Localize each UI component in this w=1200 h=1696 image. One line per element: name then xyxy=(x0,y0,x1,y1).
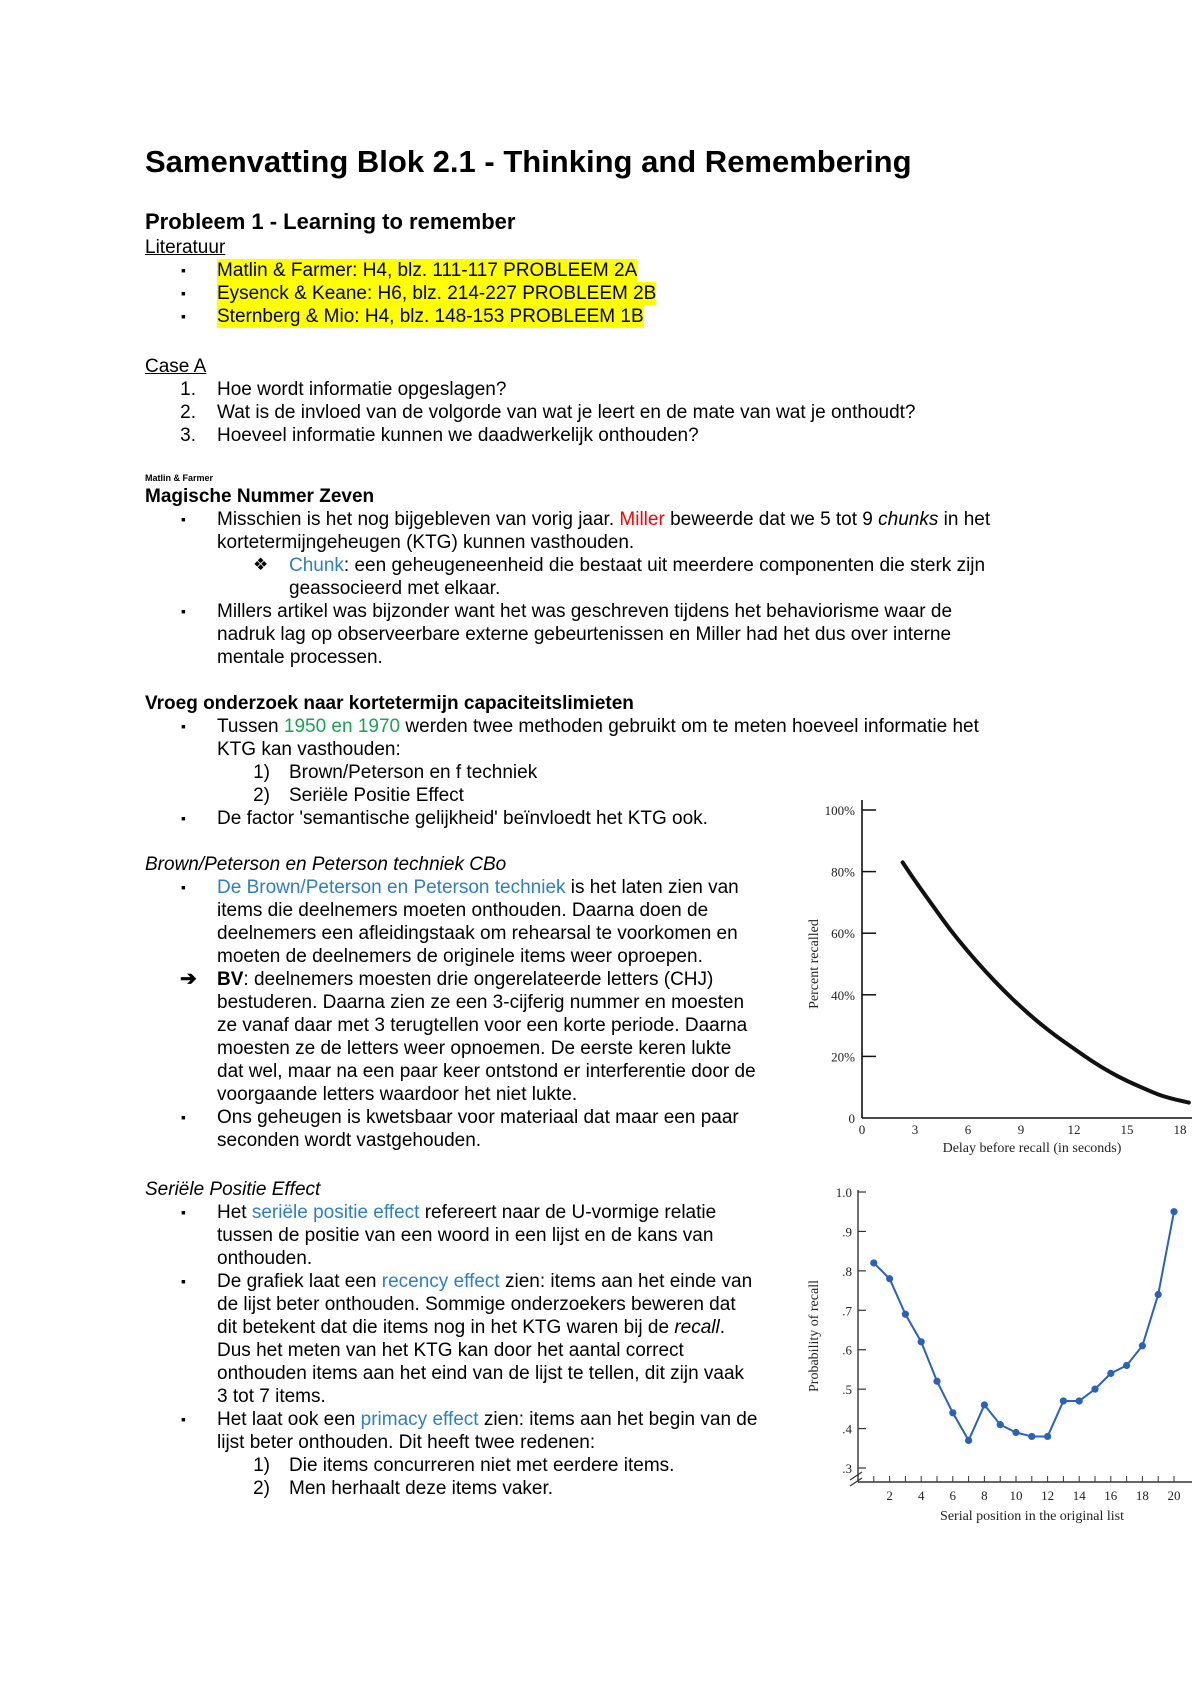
data-point xyxy=(1028,1433,1035,1440)
data-point xyxy=(933,1378,940,1385)
paragraph-line: moesten ze de letters weer opnoemen. De eerste keren lukte xyxy=(217,1038,732,1059)
data-point xyxy=(1044,1433,1051,1440)
data-point xyxy=(870,1259,877,1266)
data-point xyxy=(1107,1370,1114,1377)
paragraph-line: onthouden. xyxy=(217,1248,313,1269)
case-question: Hoeveel informatie kunnen we daadwerkelijk onthouden? xyxy=(217,425,699,446)
data-point xyxy=(1076,1397,1083,1404)
bullet-icon: ▪ xyxy=(181,308,186,324)
paragraph-line: bestuderen. Daarna zien ze een 3-cijferig nummer en moesten xyxy=(217,992,745,1013)
paragraph-line: dat wel, maar na een paar keer ontstond er interferentie door de xyxy=(217,1061,756,1082)
data-point xyxy=(965,1437,972,1444)
x-tick-label: 14 xyxy=(1072,1488,1086,1503)
paragraph-line: nadruk lag op observeerbare externe gebeurtenissen en Miller had het dus over interne xyxy=(217,624,952,645)
x-tick-label: 20 xyxy=(1167,1488,1181,1503)
diamond-bullet-icon: ❖ xyxy=(253,555,269,574)
reason-item: Die items concurreren niet met eerdere items. xyxy=(289,1455,675,1476)
bullet-icon: ▪ xyxy=(181,810,186,826)
case-label: Case A xyxy=(145,356,207,377)
reason-item: Men herhaalt deze items vaker. xyxy=(289,1478,554,1499)
section-heading: Magische Nummer Zeven xyxy=(145,486,375,507)
text-run: Tussen xyxy=(217,716,284,737)
data-point xyxy=(1170,1208,1177,1215)
highlight-term: Miller xyxy=(619,509,665,530)
text-run: refereert naar de U-vormige relatie xyxy=(419,1202,717,1223)
highlight-term: Chunk xyxy=(289,555,344,576)
x-tick-label: 6 xyxy=(964,1122,972,1137)
italic-term: chunks xyxy=(878,509,939,530)
highlight-term: primacy effect xyxy=(360,1409,479,1430)
case-question: Wat is de invloed van de volgorde van wat je leert en de mate van wat je onthoudt? xyxy=(217,402,916,423)
y-axis-label: Probability of recall xyxy=(807,1280,822,1392)
list-number: 2. xyxy=(180,402,196,423)
text-run: : deelnemers moesten drie ongerelateerde letters (CHJ) xyxy=(243,969,714,990)
y-tick-label: .4 xyxy=(842,1421,852,1437)
data-point xyxy=(1123,1362,1130,1369)
text-run: Misschien is het nog bijgebleven van vorig jaar. xyxy=(217,509,620,530)
paragraph-line xyxy=(217,1201,716,1224)
y-tick-label: .3 xyxy=(842,1461,852,1476)
text-run: dit betekent dat die items nog in het KTG waren bij de xyxy=(217,1317,675,1338)
section-heading: Vroeg onderzoek naar kortetermijn capaciteitslimieten xyxy=(145,693,634,714)
x-tick-label: 15 xyxy=(1120,1122,1134,1137)
y-tick-label: 0 xyxy=(848,1111,855,1126)
bold-term: BV xyxy=(217,969,244,990)
section-heading: Brown/Peterson en Peterson techniek CBo xyxy=(145,854,507,875)
series-line xyxy=(874,1212,1174,1441)
paragraph-line: geassocieerd met elkaar. xyxy=(289,578,501,599)
arrow-right-icon: ➔ xyxy=(180,968,197,990)
paragraph-line: Millers artikel was bijzonder want het was geschreven tijdens het behaviorisme waar de xyxy=(217,601,953,622)
x-tick-label: 12 xyxy=(1067,1122,1081,1137)
data-point xyxy=(997,1421,1004,1428)
bullet-icon: ▪ xyxy=(181,1204,186,1220)
list-number: 1. xyxy=(180,379,196,400)
paragraph-line: seconden wordt vastgehouden. xyxy=(217,1130,482,1151)
paragraph-line: Dus het meten van het KTG kan door het aantal correct xyxy=(217,1340,684,1361)
text-run: in het xyxy=(938,509,991,530)
paragraph-line: kortetermijngeheugen (KTG) kunnen vasthouden. xyxy=(217,532,635,553)
bullet-icon: ▪ xyxy=(181,718,186,734)
literature-item: Matlin & Farmer: H4, blz. 111-117 PROBLEEM 2A xyxy=(217,260,638,281)
highlight-term: De Brown/Peterson en Peterson techniek xyxy=(217,877,566,898)
y-axis-label: Percent recalled xyxy=(807,919,822,1009)
document-title: Samenvatting Blok 2.1 - Thinking and Remembering xyxy=(145,144,912,179)
y-tick-label: 60% xyxy=(831,926,855,942)
paragraph-line xyxy=(217,1270,752,1293)
y-tick-label: 1.0 xyxy=(835,1185,852,1200)
data-point xyxy=(902,1311,909,1318)
list-number: 2) xyxy=(253,785,270,806)
forgetting-curve-chart xyxy=(800,790,1195,1170)
x-tick-label: 12 xyxy=(1041,1488,1055,1503)
y-tick-label: .6 xyxy=(842,1342,852,1358)
paragraph-line xyxy=(217,715,979,738)
list-number: 1) xyxy=(253,762,270,783)
data-point xyxy=(1012,1429,1019,1436)
list-number: 3. xyxy=(180,425,196,446)
text-run: zien: items aan het einde van xyxy=(499,1271,753,1292)
source-note: Matlin & Farmer xyxy=(145,473,214,483)
paragraph-line xyxy=(217,1408,757,1431)
data-point xyxy=(918,1338,925,1345)
data-point xyxy=(886,1275,893,1282)
problem-heading: Probleem 1 - Learning to remember xyxy=(145,209,516,234)
bullet-icon: ▪ xyxy=(181,1411,186,1427)
x-tick-label: 16 xyxy=(1104,1488,1118,1503)
x-tick-label: 0 xyxy=(858,1122,866,1137)
y-tick-label: 100% xyxy=(824,803,855,818)
y-tick-label: 20% xyxy=(831,1049,855,1065)
paragraph-line xyxy=(217,876,739,899)
x-tick-label: 9 xyxy=(1017,1122,1025,1137)
paragraph-line: items die deelnemers moeten onthouden. Daarna doen de xyxy=(217,900,709,921)
y-tick-label: 80% xyxy=(831,864,855,880)
data-point xyxy=(1139,1342,1146,1349)
x-tick-label: 18 xyxy=(1173,1122,1187,1137)
list-number: 1) xyxy=(253,1455,270,1476)
paragraph-line: ze vanaf daar met 3 terugtellen voor een korte periode. Daarna xyxy=(217,1015,748,1036)
method-item: Seriële Positie Effect xyxy=(289,785,464,806)
highlight-term: seriële positie effect xyxy=(251,1202,420,1223)
literature-label: Literatuur xyxy=(145,237,226,258)
text-run: zien: items aan het begin van de xyxy=(478,1409,758,1430)
x-tick-label: 2 xyxy=(886,1488,893,1503)
x-tick-label: 8 xyxy=(981,1488,988,1503)
text-run: is het laten zien van xyxy=(565,877,739,898)
paragraph-line: mentale processen. xyxy=(217,647,383,668)
data-point xyxy=(981,1401,988,1408)
paragraph-line: 3 tot 7 items. xyxy=(217,1386,326,1407)
bullet-icon: ▪ xyxy=(181,285,186,301)
x-tick-label: 3 xyxy=(911,1122,919,1137)
data-point xyxy=(949,1409,956,1416)
serial-position-chart xyxy=(800,1180,1195,1540)
paragraph-line: KTG kan vasthouden: xyxy=(217,739,401,760)
section-heading: Seriële Positie Effect xyxy=(145,1179,321,1200)
data-point xyxy=(1091,1386,1098,1393)
data-point xyxy=(1155,1291,1162,1298)
y-tick-label: .7 xyxy=(842,1303,852,1319)
text-run: De grafiek laat een xyxy=(217,1271,382,1292)
y-tick-label: .9 xyxy=(842,1224,852,1240)
x-axis-label: Serial position in the original list xyxy=(940,1509,1124,1524)
method-item: Brown/Peterson en f techniek xyxy=(289,762,538,783)
literature-item: Sternberg & Mio: H4, blz. 148-153 PROBLEEM 1B xyxy=(217,306,644,327)
literature-item: Eysenck & Keane: H6, blz. 214-227 PROBLEEM 2B xyxy=(217,283,657,304)
text-run: beweerde dat we 5 tot 9 xyxy=(664,509,879,530)
bullet-icon: ▪ xyxy=(181,511,186,527)
paragraph-line: Ons geheugen is kwetsbaar voor materiaal dat maar een paar xyxy=(217,1107,739,1128)
bullet-icon: ▪ xyxy=(181,603,186,619)
y-tick-label: .8 xyxy=(842,1263,852,1279)
text-run: werden twee methoden gebruikt om te meten hoeveel informatie het xyxy=(400,716,979,737)
bullet-icon: ▪ xyxy=(181,262,186,278)
bullet-icon: ▪ xyxy=(181,879,186,895)
x-tick-label: 6 xyxy=(949,1488,957,1503)
x-tick-label: 18 xyxy=(1135,1488,1149,1503)
highlight-term: 1950 en 1970 xyxy=(283,716,401,737)
paragraph-line xyxy=(217,508,990,531)
highlight-term: recency effect xyxy=(381,1271,500,1292)
paragraph-line: lijst beter onthouden. Dit heeft twee redenen: xyxy=(217,1432,596,1453)
bullet-icon: ▪ xyxy=(181,1109,186,1125)
list-number: 2) xyxy=(253,1478,270,1499)
paragraph-line: moeten de deelnemers de originele items weer oproepen. xyxy=(217,946,703,967)
paragraph-line: onthouden items aan het eind van de lijst te tellen, dit zijn vaak xyxy=(217,1363,745,1384)
x-tick-label: 10 xyxy=(1009,1488,1023,1503)
text-run: Het laat ook een xyxy=(217,1409,361,1430)
bullet-icon: ▪ xyxy=(181,1273,186,1289)
y-tick-label: 40% xyxy=(831,987,855,1003)
x-axis-label: Delay before recall (in seconds) xyxy=(942,1141,1122,1156)
text-run: . xyxy=(719,1317,726,1338)
paragraph-line xyxy=(217,968,713,991)
case-question: Hoe wordt informatie opgeslagen? xyxy=(217,379,507,400)
paragraph-line xyxy=(217,1316,725,1339)
paragraph-line: tussen de positie van een woord in een lijst en de kans van xyxy=(217,1225,714,1246)
text-run: Het xyxy=(217,1202,252,1223)
data-point xyxy=(1060,1397,1067,1404)
paragraph-line xyxy=(289,554,985,577)
text-run: : een geheugeneenheid die bestaat uit meerdere componenten die sterk zijn xyxy=(343,555,986,576)
series-line xyxy=(903,862,1189,1102)
italic-term: recall xyxy=(674,1317,720,1338)
paragraph-line: de lijst beter onthouden. Sommige onderzoekers beweren dat xyxy=(217,1294,736,1315)
paragraph-line: De factor 'semantische gelijkheid' beïnvloedt het KTG ook. xyxy=(217,808,708,829)
y-tick-label: .5 xyxy=(842,1382,852,1398)
paragraph-line: deelnemers een afleidingstaak om rehearsal te voorkomen en xyxy=(217,923,738,944)
x-tick-label: 4 xyxy=(917,1488,925,1503)
paragraph-line: voorgaande letters waardoor het niet lukte. xyxy=(217,1084,578,1105)
